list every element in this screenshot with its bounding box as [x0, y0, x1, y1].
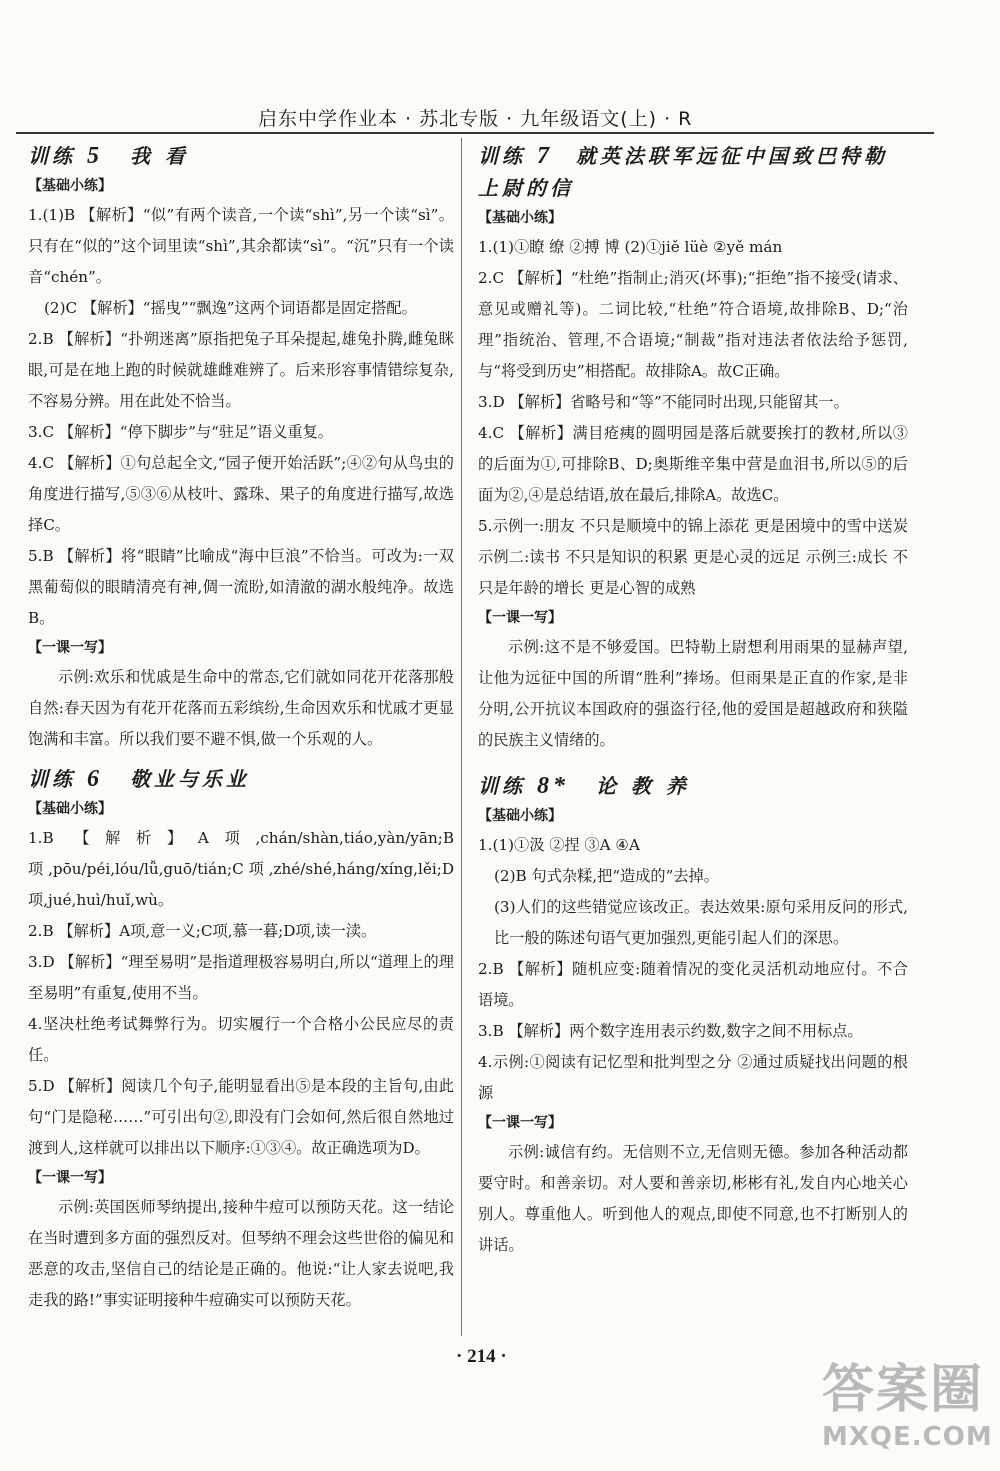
section-title-5 — [28, 140, 454, 172]
watermark-text: 答案圈 — [822, 1360, 985, 1420]
section-title-prefix: 训练 — [28, 767, 76, 791]
section-title-prefix: 训练 — [28, 144, 76, 168]
section-title-text: 敬业与乐业 — [129, 767, 250, 791]
answer-line: 1.(1)①汲 ②捏 ③A ④A — [478, 836, 640, 854]
answer-line: 3.D 【解析】省略号和“等”不能同时出现,只能留其一。 — [478, 393, 849, 411]
answer-line: 3.D 【解析】“理至易明”是指道理极容易明白,所以“道理上的理至易明”有重复,使用不当。 — [28, 953, 454, 1002]
writing-sample: 示例:这不是不够爱国。巴特勒上尉想利用雨果的显赫声望,让他为远征中国的所谓“胜利”捧场。但雨果是正直的作家,是非分明,公开抗议本国政府的强盗行径,他的爱国是超越政府和狭隘的民族主义情绪的。 — [478, 638, 908, 749]
watermark-logo — [822, 1360, 998, 1468]
watermark-url: MXQE.COM — [822, 1422, 993, 1452]
subheading-write: 【一课一写】 — [28, 640, 112, 656]
answer-line: 1.(1)①瞭 缭 ②搏 博 (2)①jiě lüè ②yě mán — [478, 238, 783, 256]
section-number: 6 — [86, 766, 103, 792]
column-divider — [461, 138, 462, 1336]
answer-line: 4.C 【解析】①句总起全文,“园子便开始活跃”;④②句从鸟虫的角度进行描写,⑤③⑥从枝叶、露珠、果子的角度进行描写,故选择C。 — [28, 454, 454, 534]
answer-line: (2)B 句式杂糅,把“造成的”去掉。 — [494, 867, 719, 885]
subheading-basic: 【基础小练】 — [478, 808, 562, 824]
section-title-text: 论 教 养 — [595, 774, 690, 798]
answer-line: 3.B 【解析】两个数字连用表示约数,数字之间不用标点。 — [478, 1022, 863, 1040]
answer-line: 1.(1)B 【解析】“似”有两个读音,一个读“shì”,另一个读“sì”。只有在“似的”这个词里读“shì”,其余都读“sì”。“沉”只有一个读音“chén”。 — [28, 206, 454, 286]
answer-line: 2.C 【解析】“杜绝”指制止;消灭(坏事);“拒绝”指不接受(请求、意见或赠礼等)。二词比较,“杜绝”符合语境,故排除B、D;“治理”指统治、管理,不合语境;“制裁”指对违法者依法给予惩罚,与“将受到历史”相搭配。故排除A。故C正确。 — [478, 269, 908, 380]
page-number: · 214 · — [456, 1346, 507, 1367]
answer-line: 4.示例:①阅读有记忆型和批判型之分 ②通过质疑找出问题的根源 — [478, 1053, 908, 1102]
section-title-6 — [28, 763, 454, 795]
section-title-7 — [478, 140, 908, 204]
writing-sample: 示例:英国医师琴纳提出,接种牛痘可以预防天花。这一结论在当时遭到多方面的强烈反对。但琴纳不理会这些世俗的偏见和恶意的攻击,坚信自己的结论是正确的。他说:“让人家去说吧,我走我的路!”事实证明接种牛痘确实可以预防天花。 — [28, 1198, 454, 1309]
section-title-8 — [478, 770, 908, 802]
subheading-write: 【一课一写】 — [478, 1115, 562, 1131]
section-number: 5 — [86, 143, 103, 169]
section-title-text: 就英法联军远征中国致巴特勒上尉的信 — [478, 144, 888, 200]
answer-line: 4.C 【解析】满目疮痍的圆明园是落后就要挨打的教材,所以③的后面为①,可排除B、D;奥斯维辛集中营是血泪书,所以⑤的后面为②,④是总结语,放在最后,排除A。故选C。 — [478, 424, 908, 504]
right-column — [478, 140, 908, 1261]
answer-line: 2.B 【解析】随机应变:随着情况的变化灵活机动地应付。不合语境。 — [478, 960, 908, 1009]
answer-line: 2.B 【解析】A项,意一义;C项,慕一暮;D项,读一渎。 — [28, 922, 377, 940]
writing-sample: 示例:欢乐和忧戚是生命中的常态,它们就如同花开花落那般自然:春天因为有花开花落而五彩缤纷,生命因欢乐和忧戚才更显饱满和丰富。所以我们要不避不惧,做一个乐观的人。 — [28, 668, 454, 748]
answer-line: (2)C 【解析】“摇曳”“飘逸”这两个词语都是固定搭配。 — [44, 299, 417, 317]
subheading-write: 【一课一写】 — [28, 1170, 112, 1186]
answer-line: 4.坚决杜绝考试舞弊行为。切实履行一个合格小公民应尽的责任。 — [28, 1015, 454, 1064]
section-title-prefix: 训练 — [478, 144, 526, 168]
section-number: 8* — [536, 773, 569, 799]
answer-line: (3)人们的这些错觉应该改正。表达效果:原句采用反问的形式,比一般的陈述句语气更加强烈,更能引起人们的深思。 — [494, 898, 908, 947]
section-title-prefix: 训练 — [478, 774, 526, 798]
subheading-write: 【一课一写】 — [478, 610, 562, 626]
writing-sample: 示例:诚信有约。无信则不立,无信则无德。参加各种活动都要守时。和善亲切。对人要和善亲切,彬彬有礼,发自内心地关心别人。尊重他人。听到他人的观点,即使不同意,也不打断别人的讲话。 — [478, 1143, 908, 1254]
subheading-basic: 【基础小练】 — [28, 178, 112, 194]
running-header: 启东中学作业本 · 苏北专版 · 九年级语文(上) · R — [258, 108, 693, 130]
answer-line: 5.示例一:朋友 不只是顺境中的锦上添花 更是困境中的雪中送炭 示例二:读书 不只是知识的积累 更是心灵的远足 示例三:成长 不只是年龄的增长 更是心智的成熟 — [478, 517, 908, 597]
section-title-text: 我 看 — [129, 144, 189, 168]
subheading-basic: 【基础小练】 — [478, 210, 562, 226]
subheading-basic: 【基础小练】 — [28, 801, 112, 817]
answer-line: 1.B 【解析】A项,chán/shàn,tiáo,yàn/yān;B项,pōu/péi,lóu/lǚ,guō/tián;C项,zhé/shé,háng/xíng,lěi;D项,jué,huì/huǐ,wù。 — [28, 829, 454, 909]
left-column — [28, 140, 454, 1316]
answer-line: 5.B 【解析】将“眼睛”比喻成“海中巨浪”不恰当。可改为:一双黑葡萄似的眼睛清亮有神,倜一流盼,如清澈的湖水般纯净。故选B。 — [28, 547, 454, 627]
header-rule — [16, 132, 934, 134]
section-number: 7 — [536, 143, 553, 169]
answer-line: 3.C 【解析】“停下脚步”与“驻足”语义重复。 — [28, 423, 333, 441]
answer-line: 5.D 【解析】阅读几个句子,能明显看出⑤是本段的主旨句,由此句“门是隐秘……”可引出句②,即没有门会如何,然后很自然地过渡到人,这样就可以排出以下顺序:①③④。故正确选项为D。 — [28, 1077, 454, 1157]
answer-line: 2.B 【解析】“扑朔迷离”原指把兔子耳朵提起,雄兔扑腾,雌兔眯眼,可是在地上跑的时候就雄雌难辨了。后来形容事情错综复杂,不容易分辨。用在此处不恰当。 — [28, 330, 454, 410]
